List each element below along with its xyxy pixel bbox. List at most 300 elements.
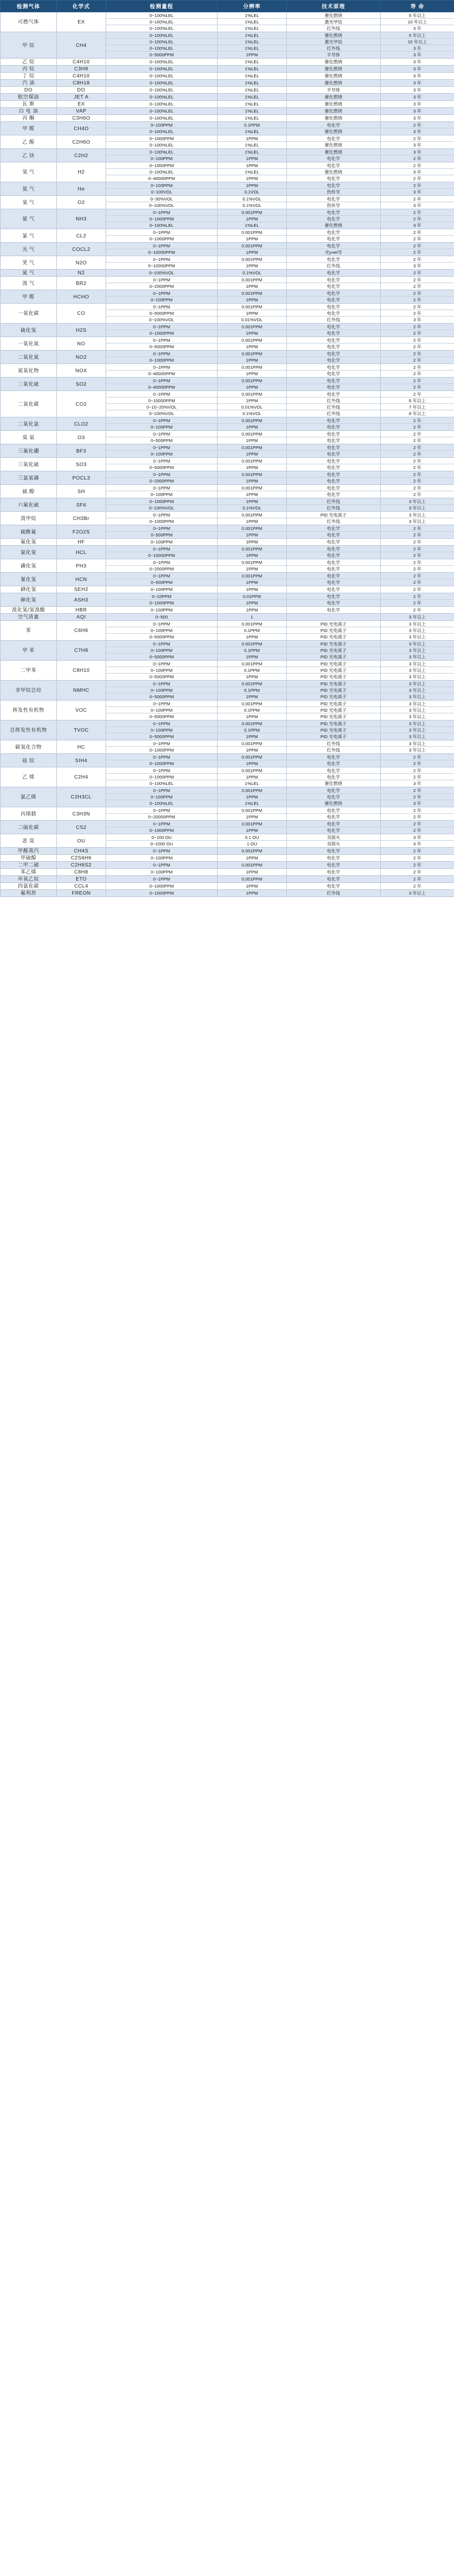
cell-resolution-list: [218, 848, 286, 854]
cell-resolution: [218, 182, 287, 196]
table-row: [1, 94, 454, 101]
cell-resolution-value: 1%LEL: [218, 149, 286, 155]
cell-technology-value: 电化学: [287, 559, 380, 566]
cell-resolution: [218, 721, 287, 740]
cell-gas-name: 可燃气体: [1, 12, 57, 32]
cell-range-value: 0~1000PPM: [149, 519, 174, 524]
cell-lifetime-value: 3 年以上: [381, 687, 454, 694]
cell-range-list: [106, 115, 217, 121]
cell-resolution-value: 1%LEL: [218, 45, 286, 52]
cell-resolution: [218, 209, 287, 229]
cell-range: [106, 80, 218, 87]
cell-technology: [287, 80, 381, 87]
cell-range-list: [106, 12, 217, 32]
cell-range-list: [106, 135, 217, 148]
cell-range: [106, 108, 218, 115]
cell-resolution: [218, 539, 287, 546]
cell-resolution-value: 0.001PPM: [218, 290, 286, 297]
col-header-technology: 技术原理: [287, 1, 381, 12]
cell-gas-name: 氟利昂: [1, 890, 57, 897]
cell-resolution: [218, 614, 287, 621]
cell-gas-name: 航空煤油: [1, 94, 57, 101]
cell-resolution-value: 1PPM: [246, 580, 258, 585]
table-row: [1, 458, 454, 471]
cell-resolution-list: [218, 721, 286, 740]
cell-technology-list: [287, 525, 380, 538]
cell-range-value: 0~100%LEL: [106, 32, 217, 39]
cell-range-value: 0~100PPM: [106, 627, 217, 634]
cell-resolution-list: [218, 229, 286, 242]
cell-lifetime-list: [381, 754, 454, 767]
cell-lifetime-value: 3 年: [413, 94, 422, 100]
cell-range-list: [106, 87, 217, 93]
cell-lifetime-value: 2 年: [381, 444, 454, 451]
cell-resolution-value: 0.001PPM: [218, 304, 286, 310]
cell-formula: C8H8: [57, 869, 106, 876]
cell-technology-list: [287, 614, 380, 620]
cell-lifetime-value: 3 年以上: [381, 681, 454, 687]
cell-technology-value: 催化燃烧: [324, 94, 343, 100]
cell-range-value: 0~100PPM: [106, 647, 217, 654]
cell-range-value: 0~2000PPM: [149, 566, 174, 572]
cell-lifetime-list: [381, 721, 454, 740]
cell-lifetime-value: 2 年: [413, 297, 422, 303]
cell-resolution-value: 0.001PPM: [218, 243, 286, 249]
table-row: [1, 229, 454, 243]
cell-lifetime-list: [381, 256, 454, 269]
cell-technology: [287, 787, 381, 807]
cell-resolution-value: 1PPM: [246, 761, 258, 766]
cell-lifetime-value: 3 年以上: [381, 667, 454, 674]
cell-technology-value: 电化学: [287, 485, 380, 491]
cell-technology-list: [287, 573, 380, 586]
cell-technology-list: [287, 546, 380, 559]
cell-range-value: 0~5000PPM: [149, 734, 174, 739]
cell-lifetime-list: [381, 94, 454, 100]
table-row: [1, 80, 454, 87]
cell-lifetime-value: 2 年: [381, 337, 454, 344]
cell-resolution-list: [218, 471, 286, 484]
cell-lifetime-value: 3 年以上: [409, 891, 426, 896]
cell-technology-list: [287, 270, 380, 276]
cell-gas-name: 六氟化硫: [1, 498, 57, 512]
cell-gas-name: 笑 气: [1, 256, 57, 270]
cell-lifetime-value: 2 年: [381, 546, 454, 552]
cell-resolution-list: [218, 12, 286, 32]
cell-technology-list: [287, 848, 380, 854]
cell-range-value: 0~100VOL: [151, 189, 172, 195]
cell-lifetime-value: 3 年: [413, 80, 422, 86]
cell-lifetime-list: [381, 539, 454, 545]
cell-gas-name: 二甲二硫: [1, 862, 57, 869]
cell-resolution-value: 1PPM: [246, 566, 258, 572]
cell-technology-list: [287, 32, 380, 58]
cell-range-list: [106, 149, 217, 162]
cell-resolution-value: 1PPM: [246, 250, 258, 255]
cell-technology-value: 电化学: [287, 135, 380, 142]
cell-lifetime: [381, 162, 454, 182]
cell-formula: BF3: [57, 444, 106, 458]
cell-lifetime-value: 2 年: [413, 566, 422, 572]
cell-resolution: [218, 378, 287, 391]
cell-resolution-list: [218, 115, 286, 121]
cell-range: [106, 559, 218, 573]
cell-gas-name: 硅 烷: [1, 754, 57, 767]
cell-lifetime: [381, 740, 454, 754]
cell-gas-name: 氯 气: [1, 229, 57, 243]
cell-lifetime-value: 3 年: [413, 129, 422, 134]
cell-range-value: 0~1000PPM: [149, 883, 174, 889]
cell-technology-value: 电化学: [287, 807, 380, 814]
cell-lifetime-list: [381, 108, 454, 114]
cell-resolution-list: [218, 351, 286, 363]
cell-range-value: 0~100%LEL: [149, 87, 174, 93]
cell-technology-value: 电化学: [327, 869, 340, 875]
cell-range: [106, 66, 218, 73]
table-row: [1, 270, 454, 277]
cell-lifetime: [381, 539, 454, 546]
cell-technology: [287, 12, 381, 32]
cell-technology: [287, 754, 381, 767]
cell-resolution-list: [218, 277, 286, 290]
cell-resolution-value: 1PPM: [218, 135, 286, 142]
table-row: [1, 883, 454, 890]
cell-technology-value: 催化燃烧: [324, 101, 343, 107]
cell-lifetime-value: 2 年: [381, 324, 454, 330]
cell-lifetime-value: 3 年: [413, 115, 422, 121]
table-row: [1, 101, 454, 108]
cell-lifetime-list: [381, 277, 454, 290]
cell-resolution-value: 1%LEL: [218, 39, 286, 45]
cell-range: [106, 122, 218, 135]
table-row: [1, 539, 454, 546]
cell-range: [106, 498, 218, 512]
cell-resolution: [218, 135, 287, 149]
cell-lifetime-value: 2 年: [381, 471, 454, 478]
cell-gas-name: 二硫化碳: [1, 821, 57, 834]
cell-technology-list: [287, 277, 380, 290]
cell-lifetime-value: 2 年: [381, 182, 454, 189]
cell-technology-list: [287, 351, 380, 363]
cell-technology-list: [287, 337, 380, 350]
cell-formula: CH4: [57, 32, 106, 59]
cell-range: [106, 94, 218, 101]
cell-range: [106, 485, 218, 498]
cell-resolution: [218, 559, 287, 573]
cell-resolution-value: 0.1VOL: [244, 189, 260, 195]
cell-lifetime-value: 2 年: [381, 794, 454, 800]
cell-technology-list: [287, 754, 380, 767]
cell-technology-value: 电化学: [327, 600, 340, 606]
cell-technology-list: [287, 115, 380, 121]
cell-range-list: [106, 834, 217, 847]
cell-resolution-value: 0.001PPM: [218, 721, 286, 727]
cell-lifetime: [381, 135, 454, 149]
cell-lifetime: [381, 337, 454, 351]
cell-lifetime-value: 3 年: [413, 52, 422, 57]
cell-lifetime: [381, 94, 454, 101]
cell-technology-value: 红外线: [327, 317, 340, 322]
cell-resolution-list: [218, 417, 286, 430]
cell-resolution: [218, 196, 287, 209]
cell-resolution-list: [218, 444, 286, 457]
cell-resolution: [218, 471, 287, 485]
cell-range-list: [106, 209, 217, 229]
cell-range-value: 0~100PPM: [106, 794, 217, 800]
cell-technology: [287, 431, 381, 444]
cell-lifetime-list: [381, 59, 454, 65]
cell-resolution: [218, 122, 287, 135]
cell-range-list: [106, 290, 217, 303]
cell-resolution-value: 1PPM: [246, 814, 258, 820]
cell-lifetime: [381, 364, 454, 378]
cell-range: [106, 807, 218, 821]
cell-lifetime-value: 2 年: [381, 573, 454, 579]
cell-range-value: 0~10PPM: [106, 593, 217, 600]
cell-technology-value: 红外线: [327, 519, 340, 524]
cell-range-value: 0~10000PPM: [106, 397, 217, 404]
cell-lifetime-list: [381, 855, 454, 861]
cell-technology: [287, 94, 381, 101]
cell-range: [106, 115, 218, 122]
cell-lifetime: [381, 485, 454, 498]
cell-gas-name: 二氧化氮: [1, 351, 57, 364]
cell-lifetime-value: 3 年: [413, 223, 422, 228]
cell-resolution: [218, 586, 287, 593]
cell-technology: [287, 621, 381, 641]
cell-range: [106, 586, 218, 593]
cell-resolution-value: 1PPM: [246, 424, 258, 430]
cell-resolution-value: 1PPM: [246, 478, 258, 484]
cell-resolution-value: 0.001PPM: [241, 876, 263, 882]
cell-resolution-value: 0.001PPM: [218, 681, 286, 687]
cell-formula: PH3: [57, 559, 106, 573]
cell-resolution: [218, 573, 287, 586]
col-header-range: 检测量程: [106, 1, 218, 12]
table-row: [1, 364, 454, 378]
table-row: [1, 586, 454, 593]
cell-lifetime-list: [381, 391, 454, 417]
cell-technology-list: [287, 229, 380, 242]
cell-range-value: 0~1PPM: [106, 754, 217, 760]
cell-lifetime: [381, 498, 454, 512]
cell-lifetime-list: [381, 614, 454, 620]
cell-technology-value: 电化学: [327, 236, 340, 242]
cell-lifetime-value: 2 年: [413, 250, 422, 255]
cell-resolution-value: 1: [250, 614, 253, 620]
cell-lifetime: [381, 855, 454, 862]
col-header-resolution: 分辨率: [218, 1, 287, 12]
cell-resolution-value: 1%LEL: [245, 87, 259, 93]
cell-lifetime: [381, 593, 454, 607]
cell-resolution: [218, 115, 287, 122]
cell-technology-value: PID 光电离子: [320, 734, 347, 739]
cell-technology-value: 电化学: [327, 331, 340, 336]
cell-range-value: 0~1PPM: [106, 767, 217, 774]
cell-range-list: [106, 721, 217, 740]
cell-technology: [287, 498, 381, 512]
cell-lifetime: [381, 277, 454, 290]
cell-range: [106, 324, 218, 337]
cell-resolution-value: 1PPM: [218, 498, 286, 505]
cell-range-value: 0~1000PPM: [149, 600, 174, 606]
table-row: [1, 821, 454, 834]
cell-range-value: 0~100PPM: [150, 539, 173, 545]
cell-resolution-list: [218, 324, 286, 337]
cell-lifetime: [381, 256, 454, 270]
table-row: [1, 525, 454, 539]
cell-range-value: 0~20000PPM: [148, 814, 175, 820]
cell-resolution-value: 1 OU: [246, 841, 258, 847]
cell-formula: BR2: [57, 277, 106, 290]
cell-resolution-list: [218, 614, 286, 620]
cell-technology-value: 电化学: [327, 883, 340, 889]
cell-formula: CLO2: [57, 417, 106, 431]
cell-formula: CS2: [57, 821, 106, 834]
table-row: [1, 378, 454, 391]
cell-range: [106, 721, 218, 740]
cell-resolution-value: 1PPM: [246, 553, 258, 558]
cell-resolution-value: 0.1PPM: [218, 687, 286, 694]
cell-technology: [287, 135, 381, 149]
cell-lifetime-value: 2 年: [413, 553, 422, 558]
cell-technology-value: PID 光电离子: [287, 621, 380, 627]
cell-range-list: [106, 270, 217, 276]
table-row: [1, 115, 454, 122]
cell-range-value: 0~100%LEL: [149, 26, 174, 31]
cell-technology-list: [287, 767, 380, 787]
cell-technology-list: [287, 304, 380, 323]
cell-gas-name: 总挥发性有机物: [1, 721, 57, 740]
cell-resolution-value: 1%LEL: [245, 108, 259, 114]
cell-resolution-list: [218, 546, 286, 559]
cell-range: [106, 59, 218, 66]
cell-technology-value: PID 光电离子: [287, 681, 380, 687]
cell-resolution-value: 1PPM: [246, 451, 258, 457]
cell-lifetime-value: 2 年: [413, 156, 422, 161]
cell-lifetime: [381, 869, 454, 876]
cell-range-value: 0~100%LEL: [149, 73, 174, 79]
cell-lifetime-value: 3 年: [413, 203, 422, 208]
cell-lifetime-value: 3 年以上: [381, 498, 454, 505]
cell-resolution-value: 1PPM: [246, 492, 258, 497]
cell-technology-value: PID 光电离子: [320, 634, 347, 640]
cell-resolution-value: 0.001PPM: [218, 324, 286, 330]
cell-formula: SEH2: [57, 586, 106, 593]
cell-lifetime: [381, 848, 454, 855]
cell-resolution: [218, 767, 287, 787]
cell-resolution-value: 0.001PPM: [218, 485, 286, 491]
cell-resolution-value: 0.001PPM: [218, 754, 286, 760]
cell-resolution-list: [218, 869, 286, 875]
cell-resolution-list: [218, 256, 286, 269]
cell-gas-name: 一氧化碳: [1, 304, 57, 324]
cell-resolution-value: 1PPM: [246, 828, 258, 833]
cell-formula: C8H10: [57, 661, 106, 681]
cell-lifetime: [381, 12, 454, 32]
cell-gas-name: 乙 烷: [1, 59, 57, 66]
cell-range: [106, 458, 218, 471]
cell-range-value: 0~1PPM: [106, 229, 217, 236]
cell-lifetime-value: 2 年: [381, 525, 454, 532]
cell-resolution-value: 1%LEL: [245, 80, 259, 86]
cell-lifetime-value: 3 年: [413, 317, 422, 322]
cell-technology-value: 红外线: [327, 26, 340, 31]
cell-gas-name: 三氯氧磷: [1, 471, 57, 485]
cell-lifetime: [381, 122, 454, 135]
cell-technology-value: 红外线: [287, 404, 380, 410]
cell-lifetime-value: 3 年: [413, 263, 422, 269]
cell-formula: C2H6S2: [57, 862, 106, 869]
cell-lifetime: [381, 458, 454, 471]
cell-formula: HBR: [57, 607, 106, 614]
cell-range-value: 0~1PPM: [153, 848, 170, 854]
cell-resolution-value: 0.01PPM: [218, 593, 286, 600]
cell-technology-list: [287, 787, 380, 807]
cell-resolution: [218, 337, 287, 351]
cell-range-value: 0~100 OU: [106, 834, 217, 841]
table-row: [1, 614, 454, 621]
cell-range-list: [106, 304, 217, 323]
cell-resolution-value: 0.1%VOL: [242, 411, 262, 416]
cell-resolution-value: 0.001PPM: [218, 364, 286, 371]
cell-lifetime-value: 8 年以上: [409, 411, 426, 416]
cell-technology: [287, 525, 381, 539]
cell-lifetime-value: 2 年: [413, 761, 422, 766]
cell-technology-list: [287, 876, 380, 882]
table-row: [1, 149, 454, 162]
cell-range-value: 0~500PPM: [150, 532, 173, 538]
cell-lifetime: [381, 883, 454, 890]
cell-resolution: [218, 80, 287, 87]
cell-lifetime: [381, 229, 454, 243]
cell-resolution-value: 1PPM: [246, 883, 258, 889]
cell-technology: [287, 444, 381, 458]
cell-resolution-list: [218, 593, 286, 606]
cell-gas-name: 丙 烷: [1, 66, 57, 73]
cell-lifetime-list: [381, 196, 454, 209]
cell-resolution-value: 1PPM: [218, 182, 286, 189]
cell-formula: C7H8: [57, 641, 106, 661]
cell-gas-name: 乙 烯: [1, 767, 57, 787]
table-row: [1, 787, 454, 807]
cell-technology-value: 电化学: [287, 290, 380, 297]
cell-gas-name: 氨 气: [1, 209, 57, 229]
cell-range: [106, 767, 218, 787]
table-row: [1, 807, 454, 821]
cell-resolution: [218, 512, 287, 525]
cell-technology-value: 红外线: [327, 263, 340, 269]
cell-resolution-value: 1%LEL: [245, 59, 259, 64]
cell-technology: [287, 162, 381, 182]
cell-range-value: 0~1000PPM: [149, 358, 174, 363]
cell-technology-value: 红外线: [287, 740, 380, 747]
cell-resolution-list: [218, 59, 286, 65]
cell-lifetime-value: 2 年: [413, 270, 422, 276]
cell-formula: VOC: [57, 701, 106, 721]
cell-technology-list: [287, 471, 380, 484]
cell-lifetime-list: [381, 270, 454, 276]
cell-formula: NO: [57, 337, 106, 351]
cell-lifetime-list: [381, 243, 454, 256]
cell-lifetime: [381, 149, 454, 162]
cell-resolution-list: [218, 431, 286, 444]
cell-technology: [287, 364, 381, 378]
cell-formula: SH: [57, 485, 106, 498]
cell-technology-value: 电化学: [327, 566, 340, 572]
table-row: [1, 304, 454, 324]
cell-resolution-value: 1PPM: [246, 331, 258, 336]
